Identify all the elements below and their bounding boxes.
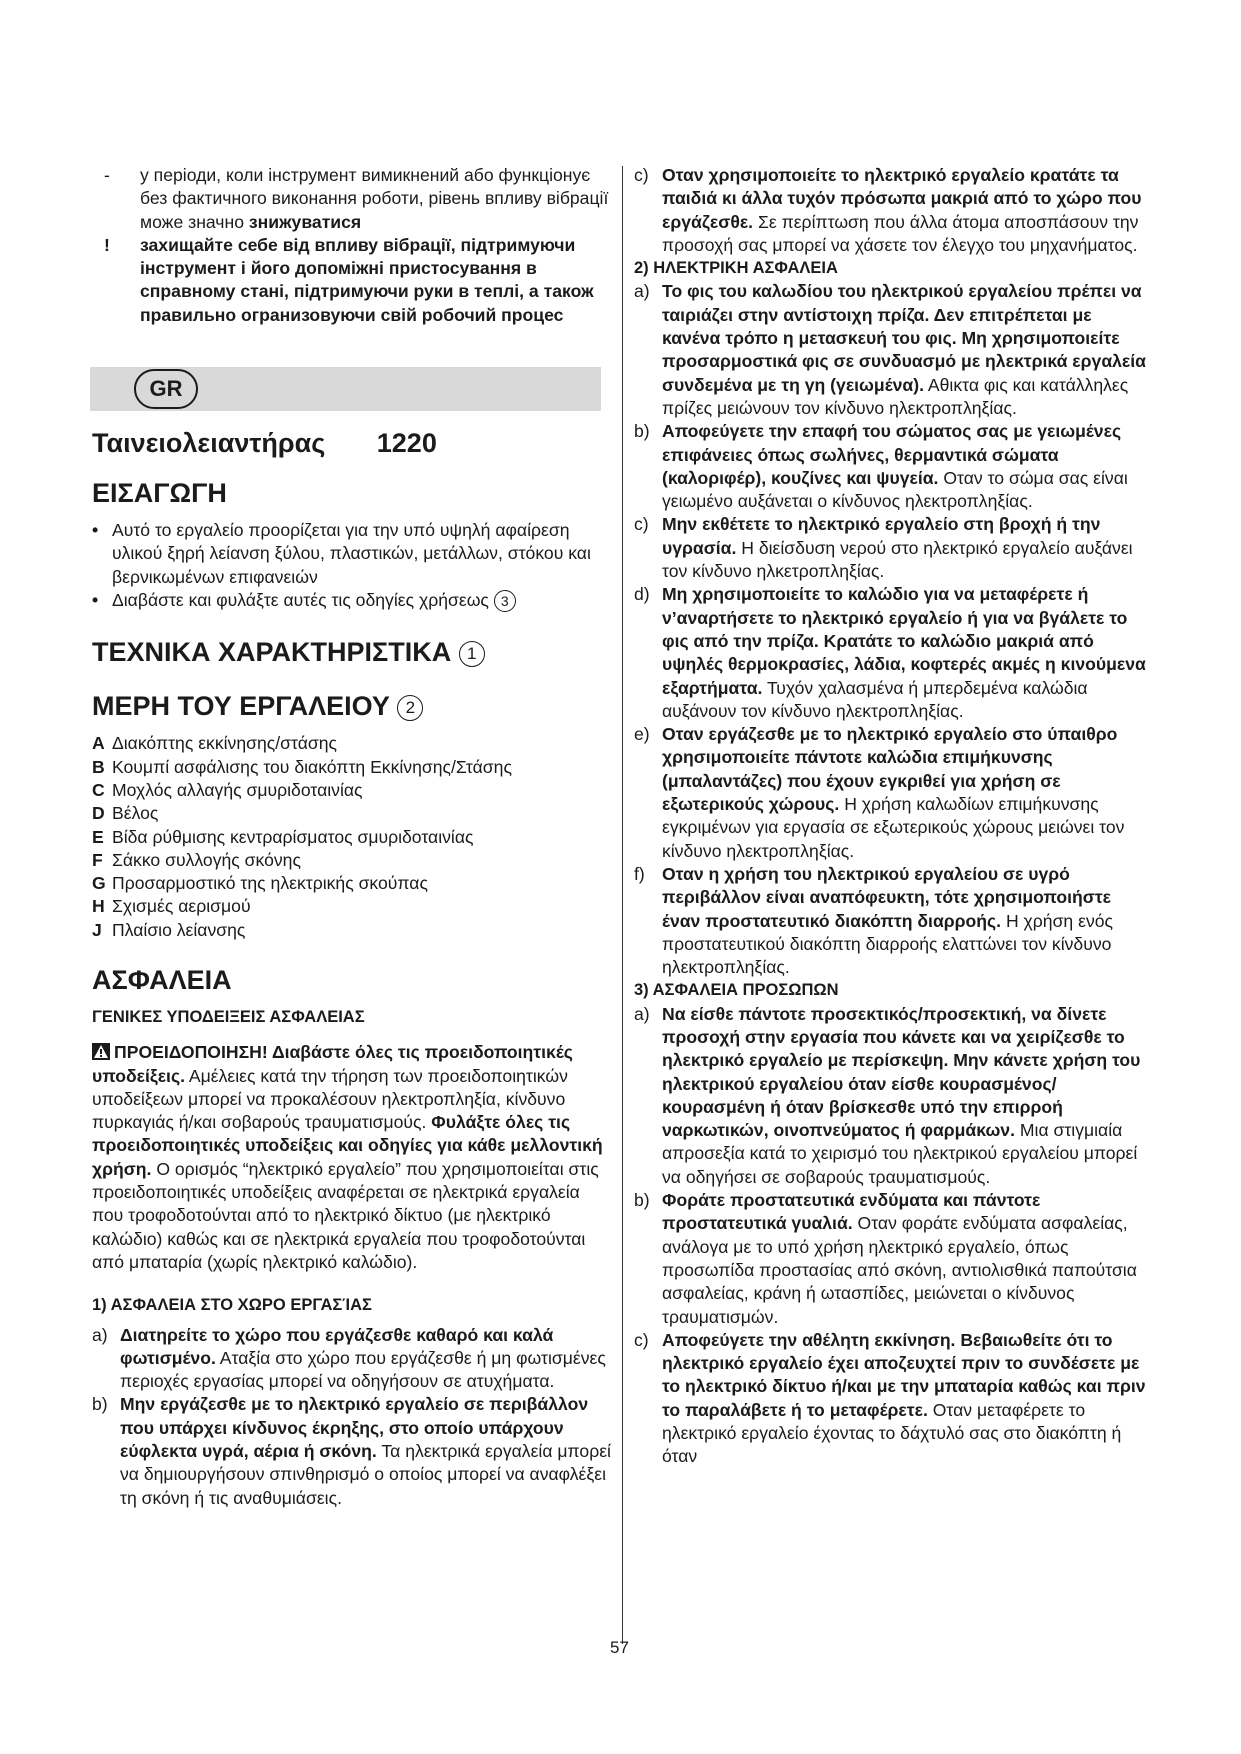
part-label: Προσαρμοστικό της ηλεκτρικής σκούπας <box>112 873 428 894</box>
work-item-b <box>92 1393 612 1509</box>
elec-item-f <box>634 863 1154 979</box>
elec-d-text: Τυχόν χαλασμένα ή μπερδεμένα καλώδια αυξάνουν τον κίνδυνο ηλεκτροπληξίας. <box>662 677 1088 721</box>
parts-item <box>92 802 612 825</box>
part-key: F <box>92 849 103 870</box>
elec-e-bold: Οταν εργάζεσθε με το ηλεκτρικό εργαλείο στο ύπαιθρο χρησιμοποιείτε πάντοτε καλώδια επιμήκυνσης (μπαλαντάζες) που έχουν εγκριθεί για χρήση σε εξωτερικούς χώρους. <box>662 724 1118 815</box>
pers-b-text: Οταν φοράτε ενδύματα ασφαλείας, ανάλογα με το υπό χρήση ηλεκτρικό εργαλείο, όπως προσωπίδα προστασίας από σκόνη, αντιολισθικά παπούτσια ασφαλείας, κράνη ή ωτασπίδες, μειώνεται ο κίνδυνος τραυματισμών. <box>662 1213 1137 1327</box>
elec-d-bold: Μη χρησιμοποιείτε το καλώδιο για να μεταφέρετε ή ν’αναρτήσετε το ηλεκτρικό εργαλείο ή για να βγάλετε το φις από την πρίζα. Κρατάτε το καλώδιο μακριά από υψηλές θερμοκρασίες, λάδια, κοφτερές ακμές η κινούμενα εξαρτήματα. <box>662 584 1146 698</box>
personal-heading: 3) ΑΣΦΑΛΕΙΑ ΠΡΟΣΩΠΩΝ <box>634 981 839 1000</box>
part-key: D <box>92 803 105 824</box>
item-marker: a) <box>634 281 650 302</box>
elec-c-text: Η διείσδυση νερού στο ηλεκτρικό εργαλείο αυξάνει τον κίνδυνο ηλκετροπληξίας. <box>662 537 1133 582</box>
item-marker: d) <box>634 584 650 605</box>
parts-item <box>92 826 612 849</box>
intro-bullet-2 <box>92 589 612 612</box>
work-a-text: Αταξία στο χώρο που εργάζεσθε ή μη φωτισμένες περιοχές εργασίας μπορεί να οδηγήσουν σε ατυχήματα. <box>120 1347 606 1392</box>
column-divider <box>622 166 623 1644</box>
uk-excl-text: захищайте себе від впливу вібрації, підтримуючи інструмент і його допоміжні пристосування в справному стані, підтримуючи руки в теплі, а також правильно огранизовуючи свій робочий процес <box>140 234 594 325</box>
warning-text-1: Αμέλειες κατά την τήρηση των προειδοποιητικών υποδείξεων μπορεί να προκαλέσουν ηλεκτροπληξία, κίνδυνο πυρκαγιάς ή/και σοβαρούς τραυματισμούς. <box>92 1065 568 1133</box>
pers-item-b <box>634 1189 1154 1329</box>
elec-a-bold: Το φις του καλωδίου του ηλεκτρικού εργαλείου πρέπει να ταιριάζει στην αντίστοιχη πρίζα. Δεν επιτρέπεται με κανένα τρόπο η μετασκευή του φις. Μη χρησιμοποιείτε προσαρμοστικά φις σε συνδυασμό με ηλεκτρικά εργαλεία συνδεμένα με τη γη (γειωμένα). <box>662 281 1146 395</box>
elec-item-e <box>634 723 1154 863</box>
product-title <box>92 427 612 459</box>
work-a-bold: Διατηρείτε το χώρο που εργάζεσθε καθαρό και καλά φωτισμένο. <box>120 1324 554 1368</box>
part-key: E <box>92 826 104 847</box>
product-name: Ταινειολειαντήρας <box>92 428 326 459</box>
bullet-marker: • <box>92 589 99 610</box>
bullet-marker: • <box>92 520 99 541</box>
warning-text-2: Ο ορισμός “ηλεκτρικό εργαλείο” που χρησιμοποιείται στις προειδοποιητικές υποδείξεις αναφέρεται σε ηλεκτρικά εργαλεία που τροφοδοτούνται από το ηλεκτρικό δίκτυο (με ηλεκτρικό καλώδιο) καθώς και σε ηλεκτρικά εργαλεία που τροφοδοτούνται από μπαταρία (χωρίς ηλεκτρικό καλώδιο). <box>92 1158 599 1272</box>
item-marker: a) <box>92 1324 108 1345</box>
elec-b-text: Οταν το σώμα σας είναι γειωμένο αυξάνεται ο κίνδυνος ηλεκτροπληξίας. <box>662 467 1128 512</box>
item-marker: b) <box>634 1190 650 1211</box>
item-marker: b) <box>634 421 650 442</box>
general-safety-heading: ΓΕΝΙΚΕΣ ΥΠΟΔΕΙΞΕΙΣ ΑΣΦΑΛΕΙΑΣ <box>92 1007 365 1026</box>
elec-item-d <box>634 583 1154 723</box>
part-key: C <box>92 779 105 800</box>
item-marker: c) <box>634 1329 649 1350</box>
intro-bullet-text: Διαβάστε και φυλάξτε αυτές τις οδηγίες χρήσεως <box>112 589 489 610</box>
work-c-bold: Οταν χρησιμοποιείτε το ηλεκτρικό εργαλείο κρατάτε τα παιδιά κι άλλα τυχόν πρόσωπα μακριά από το χώρο που εργάζεσθε. <box>662 165 1142 232</box>
language-band <box>90 367 601 411</box>
parts-item <box>92 756 612 779</box>
figure-ref: 3 <box>494 590 516 612</box>
item-marker: b) <box>92 1394 108 1415</box>
parts-item <box>92 779 612 802</box>
warning-bold-2: Φυλάξτε όλες τις προειδοποιητικές υποδείξεις και οδηγίες για κάθε μελλοντική χρήση. <box>92 1112 603 1179</box>
parts-item <box>92 732 612 755</box>
part-label: Βέλος <box>112 803 159 824</box>
left-column <box>92 164 612 1510</box>
uk-dash-bold: знижуватися <box>248 211 362 232</box>
parts-item <box>92 895 612 918</box>
part-label: Κουμπί ασφάλισης του διακόπτη Εκκίνησης/Στάσης <box>112 756 512 777</box>
electrical-heading: 2) ΗΛΕΚΤΡΙΚΗ ΑΣΦΑΛΕΙΑ <box>634 259 838 278</box>
item-marker: a) <box>634 1003 650 1024</box>
item-marker: e) <box>634 724 650 745</box>
part-label: Σάκκο συλλογής σκόνης <box>112 849 301 870</box>
elec-f-text: Η χρήση ενός προστατευτικού διακόπτη διαρροής ελαττώνει τον κίνδυνο ηλεκτροπληξίας. <box>662 910 1114 978</box>
part-key: B <box>92 756 105 777</box>
uk-dash-text: у періоди, коли інструмент вимикнений або функціонує без фактичного виконання роботи, рівень впливу вібрації може значно <box>140 165 609 232</box>
pers-c-bold: Αποφεύγετε την αθέλητη εκκίνηση. Βεβαιωθείτε ότι το ηλεκτρικό εργαλείο έχει αποζευχτεί πριν το συνδέσετε με το ηλεκτρικό δίκτυο ή/και με την μπαταρία καθώς και πριν το παραλάβετε ή το μεταφέρετε. <box>662 1329 1146 1420</box>
part-key: G <box>92 873 106 894</box>
dash-marker: - <box>104 165 110 185</box>
parts-heading-text: ΜΕΡΗ ΤΟΥ ΕΡΓΑΛΕΙΟΥ <box>92 691 390 722</box>
work-c-text: Σε περίπτωση που άλλα άτομα αποσπάσουν την προσοχή σας μπορεί να χάσετε τον έλεγχο του μηχανήματος. <box>662 211 1139 255</box>
item-marker: c) <box>634 165 649 185</box>
parts-item <box>92 872 612 895</box>
part-label: Βίδα ρύθμισης κεντραρίσματος σμυριδοταινίας <box>112 826 474 847</box>
pers-item-a <box>634 1003 1154 1189</box>
elec-a-text: Αθικτα φις και κατάλληλες πρίζες μειώνουν τον κίνδυνο ηλεκτροπληξίας. <box>662 374 1129 418</box>
right-column <box>634 164 1154 1469</box>
language-badge: GR <box>134 369 198 409</box>
work-area-heading: 1) ΑΣΦΑΛΕΙΑ ΣΤΟ ΧΩΡΟ ΕΡΓΑΣΊΑΣ <box>92 1296 372 1315</box>
pers-a-bold: Να είσθε πάντοτε προσεκτικός/προσεκτική, να δίνετε προσοχή στην εργασία που κάνετε και να χειρίζεσθε το ηλεκτρικό εργαλείο με περίσκεψη. Μην κάνετε χρήση του ηλεκτρικού εργαλείου όταν είσθε κουρασμένος/κουρασμένη ή όταν βρίσκεσθε υπό την επιρροή ναρκωτικών, οινοπνεύματος ή φαρμάκων. <box>662 1003 1141 1141</box>
item-marker: f) <box>634 863 645 884</box>
work-b-text: Τα ηλεκτρικά εργαλεία μπορεί να δημιουργήσουν σπινθηρισμό ο οποίος μπορεί να αναφλέξει τη σκόνη ή τις αναθυμιάσεις. <box>120 1441 611 1508</box>
figure-ref: 1 <box>459 641 485 667</box>
pers-a-text: Μια στιγμιαία απροσεξία κατά το χειρισμό του ηλεκτρικού εργαλείου μπορεί να οδηγήσει σε σοβαρούς τραυματισμούς. <box>662 1120 1138 1187</box>
part-label: Μοχλός αλλαγής σμυριδοταινίας <box>112 779 363 800</box>
uk-dash-item <box>92 164 612 234</box>
pers-c-text: Οταν μεταφέρετε το ηλεκτρικό εργαλείο έχοντας το δάχτυλό σας στο διακόπτη ή όταν <box>662 1399 1122 1467</box>
elec-c-bold: Μην εκθέτετε το ηλεκτρικό εργαλείο στη βροχή ή την υγρασία. <box>662 514 1101 558</box>
page-number: 57 <box>610 1638 629 1657</box>
part-key: J <box>92 919 102 940</box>
parts-item <box>92 849 612 872</box>
intro-heading: ΕΙΣΑΓΩΓΗ <box>92 478 227 509</box>
part-label: Πλαίσιο λείανσης <box>112 919 246 940</box>
pers-b-bold: Φοράτε προστατευτικά ενδύματα και πάντοτε προστατευτικά γυαλιά. <box>662 1190 1041 1234</box>
specs-heading-text: ΤΕΧΝΙΚΑ ΧΑΡΑΚΤΗΡΙΣΤΙΚΑ <box>92 637 452 668</box>
parts-item <box>92 919 612 942</box>
warning-bold-1: ΠΡΟΕΙΔΟΠΟΙΗΣΗ! Διαβάστε όλες τις προειδοποιητικές υποδείξεις. <box>92 1042 573 1086</box>
elec-item-b <box>634 420 1154 513</box>
figure-ref: 2 <box>397 695 423 721</box>
warning-paragraph <box>92 1041 612 1274</box>
part-key: A <box>92 733 105 754</box>
elec-f-bold: Οταν η χρήση του ηλεκτρικού εργαλείου σε υγρό περιβάλλον είναι αναπόφευκτη, τότε χρησιμοποιήστε έναν προστατευτικό διακόπτη διαρροής. <box>662 863 1112 931</box>
elec-item-c <box>634 513 1154 583</box>
part-key: H <box>92 896 105 917</box>
part-label: Σχισμές αερισμού <box>112 896 251 917</box>
parts-heading <box>92 690 612 722</box>
elec-b-bold: Αποφεύγετε την επαφή του σώματος σας με γειωμένες επιφάνειες όπως σωλήνες, θερμαντικά σώματα (καλοριφέρ), κουζίνες και ψυγεία. <box>662 421 1122 488</box>
work-item-c <box>634 164 1154 257</box>
warning-icon <box>92 1043 110 1060</box>
elec-item-a <box>634 280 1154 420</box>
product-number: 1220 <box>376 428 437 459</box>
elec-e-text: Η χρήση καλωδίων επιμήκυνσης εγκριμένων για εργασία σε εξωτερικούς χώρους μειώνει τον κίνδυνο ηλεκτροπληξίας. <box>662 794 1125 861</box>
parts-list <box>92 732 612 942</box>
work-b-bold: Μην εργάζεσθε με το ηλεκτρικό εργαλείο σε περιβάλλον που υπάρχει κίνδυνος έκρηξης, στο οποίο υπάρχουν εύφλεκτα υγρά, αέρια ή σκόνη. <box>120 1394 589 1462</box>
intro-bullet-text: Αυτό το εργαλείο προορίζεται για την υπό υψηλή αφαίρεση υλικού ξηρή λείανση ξύλου, πλαστικών, μετάλλων, στόκου και βερνικωμένων επιφανειών <box>112 520 591 587</box>
pers-item-c <box>634 1329 1154 1469</box>
work-item-a <box>92 1324 612 1394</box>
intro-bullet-1 <box>92 519 612 589</box>
item-marker: c) <box>634 514 649 535</box>
safety-heading: ΑΣΦΑΛΕΙΑ <box>92 964 232 995</box>
uk-excl-item <box>92 234 612 327</box>
part-label: Διακόπτης εκκίνησης/στάσης <box>112 733 337 754</box>
excl-marker: ! <box>104 234 110 255</box>
specs-heading <box>92 636 612 668</box>
